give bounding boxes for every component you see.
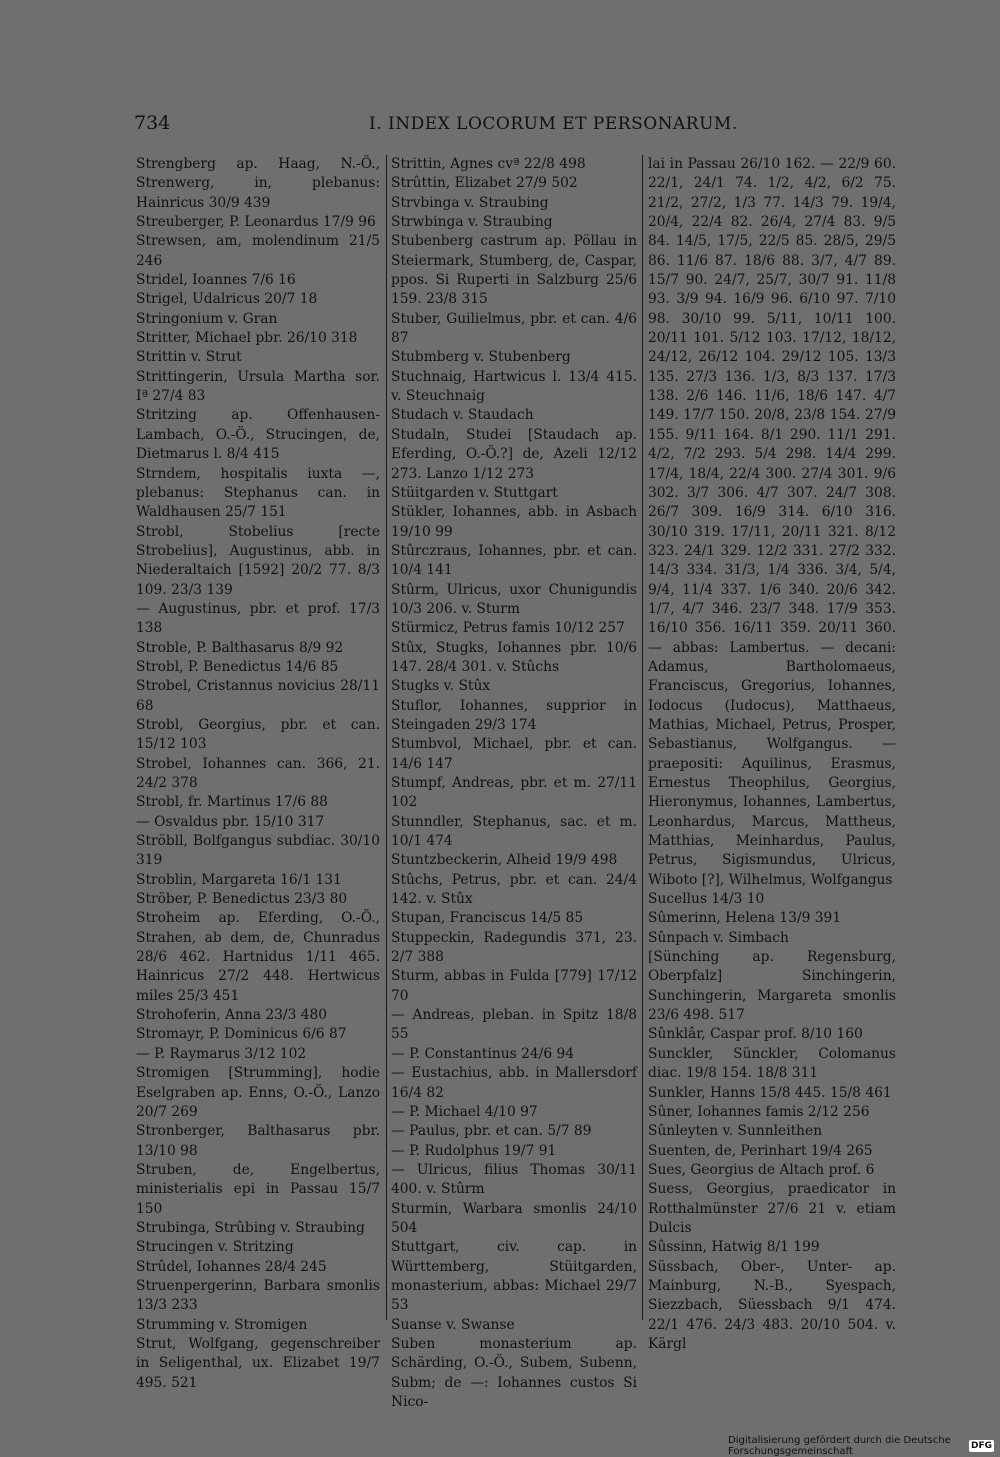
index-entry: Strobel, Iohannes can. 366, 21. 24/2 378 (136, 755, 380, 791)
index-entry: Stromayr, P. Dominicus 6/6 87 (136, 1026, 347, 1043)
index-entry: Stûrm, Ulricus, uxor Chunigundis 10/3 206. v. Sturm (391, 581, 637, 617)
index-entry: Stüitgarden v. Stuttgart (391, 484, 558, 501)
index-entry: Stunndler, Stephanus, sac. et m. 10/1 474 (391, 813, 637, 850)
index-entry: Stroble, P. Balthasarus 8/9 92 (136, 639, 344, 656)
index-entry: Strohoferin, Anna 23/3 480 (136, 1007, 328, 1024)
index-entry: Studach v. Staudach (391, 407, 534, 424)
index-entry: Stridel, Ioannes 7/6 16 (136, 272, 296, 289)
index-entry: Strobl, P. Benedictus 14/6 85 (136, 658, 339, 675)
index-entry: — Ulricus, filius Thomas 30/11 400. v. Stûrm (391, 1161, 637, 1198)
index-entry: Streuberger, P. Leonardus 17/9 96 (136, 214, 376, 231)
index-entry: — P. Rudolphus 19/7 91 (391, 1142, 557, 1159)
index-entry: Strobel, Cristannus novicius 28/11 68 (136, 678, 380, 714)
index-entry: Stubmberg v. Stubenberg (391, 349, 571, 366)
index-entry: Strwbinga v. Straubing (391, 214, 553, 231)
index-entry: Stuntzbeckerin, Alheid 19/9 498 (391, 852, 618, 869)
index-entry: Strndem, hospitalis iuxta —, plebanus: Stephanus can. in Waldhausen 25/7 151 (136, 465, 380, 521)
index-entry: Strengberg ap. Haag, N.-Ö., Strenwerg, in, plebanus: Hainricus 30/9 439 (136, 156, 380, 211)
index-entry: Strittin v. Strut (136, 349, 242, 366)
page-number: 734 (134, 112, 171, 134)
index-entry: Stugks v. Stûx (391, 678, 491, 695)
index-entry: Stûrczraus, Iohannes, pbr. et can. 10/4 141 (391, 542, 637, 579)
index-entry: Strigel, Udalricus 20/7 18 (136, 291, 318, 308)
index-entry: — Andreas, pleban. in Spitz 18/8 55 (391, 1007, 637, 1043)
index-entry: Stromigen [Strumming], hodie Eselgraben ap. Enns, O.-Ö., Lanzo 20/7 269 (136, 1065, 380, 1120)
index-entry: Sûssinn, Hatwig 8/1 199 (648, 1239, 820, 1256)
index-entry: Strobl, fr. Martinus 17/6 88 (136, 794, 328, 811)
column-divider (386, 155, 387, 1320)
index-entry: Suenten, de, Perinhart 19/4 265 (648, 1142, 873, 1159)
index-entry: Studaln, Studei [Staudach ap. Eferding, O.-Ö.?] de, Azeli 12/12 273. Lanzo 1/12 273 (391, 426, 637, 482)
index-entry: Strittin, Agnes cvª 22/8 498 (391, 156, 586, 172)
index-entry: Stûchs, Petrus, pbr. et can. 24/4 142. v. Stûx (391, 871, 637, 908)
index-entry: [Sünching ap. Regensburg, Oberpfalz] Sinchingerin, Sunchingerin, Margareta smonlis 23/6 498. 517 (648, 949, 896, 1024)
index-entry: Sturmin, Warbara smonlis 24/10 504 (391, 1200, 637, 1236)
index-entry: Stroblin, Margareta 16/1 131 (136, 871, 342, 888)
index-entry: Strittingerin, Ursula Martha sor. Iª 27/4 83 (136, 368, 380, 405)
index-entry: Strobl, Stobelius [recte Strobelius], Augustinus, abb. in Niederaltaich [1592] 20/2 77. 8/3 109. 23/3 139 (136, 523, 380, 598)
column-divider (642, 155, 643, 1320)
index-entry: Strûdel, Iohannes 28/4 245 (136, 1258, 327, 1275)
index-column-1 (136, 155, 380, 1393)
index-entry: lai in Passau 26/10 162. — 22/9 60. 22/1, 24/1 74. 1/2, 4/2, 6/2 75. 21/2, 27/2, 1/3 77. 14/3 79. 19/4, 20/4, 22/4 82. 26/4, 27/4 83. 9/5 84. 14/5, 17/5, 22/5 85. 28/5, 29/5 86. 11/6 87. 18/6 88. 3/7, 4/7 89. 15/7 90. 24/7, 25/7, 30/7 91. 11/8 93. 3/9 94. 16/9 96. 6/10 97. 7/10 98. 30/10 99. 5/11, 10/11 100. 20/11 101. 5/12 103. 17/12, 18/12, 24/12, 26/12 104. 29/12 105. 13/3 135. 27/3 136. 1/3, 8/3 137. 17/3 138. 2/6 146. 11/6, 18/6 147. 4/7 149. 17/7 150. 20/8, 23/8 154. 27/9 155. 9/11 164. 8/1 290. 11/1 291. 4/2, 7/2 293. 5/4 298. 14/4 299. 17/4, 18/4, 22/4 300. 27/4 301. 9/6 302. 3/7 306. 4/7 307. 24/7 308. 26/7 309. 16/9 314. 6/10 316. 30/10 319. 17/11, 20/11 321. 8/12 323. 24/1 329. 12/2 331. 27/2 332. 14/3 334. 31/3, 1/4 336. 3/4, 5/4, 9/4, 11/4 337. 1/6 340. 20/6 342. 1/7, 4/7 346. 23/7 348. 17/9 353. 16/10 356. 16/11 359. 20/11 360. — abbas: Lambertus. — decani: Adamus, Bartholomaeus, Franciscus, Gregorius, Iohannes, Iodocus (Iudocus), Matthaeus, Mathias, Michael, Petrus, Prosper, Sebastianus, Wolfgangus. — praepositi: Aquilinus, Erasmus, Ernestus Theophilus, Georgius, Hieronymus, Iohannes, Lambertus, Leonhardus, Marcus, Mattheus, Matthias, Meinhardus, Paulus, Petrus, Sigismundus, Ulricus, Wiboto [?], Wilhelmus, Wolfgangus (648, 156, 896, 888)
index-entry: Stubenberg castrum ap. Pöllau in Steiermark, Stumberg, de, Caspar, ppos. Si Ruperti in Salzburg 25/6 159. 23/8 315 (391, 233, 637, 308)
index-entry: Ströbll, Bolfgangus subdiac. 30/10 319 (136, 833, 380, 869)
index-entry: Struenpergerinn, Barbara smonlis 13/3 233 (136, 1277, 380, 1314)
index-entry: — P. Michael 4/10 97 (391, 1103, 538, 1120)
index-entry: Sûner, Iohannes famis 2/12 256 (648, 1103, 870, 1120)
index-entry: Strut, Wolfgang, gegenschreiber in Seligenthal, ux. Elizabet 19/7 495. 521 (136, 1335, 380, 1391)
index-entry: Stükler, Iohannes, abb. in Asbach 19/10 99 (391, 504, 637, 540)
index-entry: Sûnklâr, Caspar prof. 8/10 160 (648, 1026, 863, 1043)
index-entry: Sues, Georgius de Altach prof. 6 (648, 1161, 875, 1178)
index-entry: Sûnpach v. Simbach (648, 929, 789, 946)
index-column-2 (391, 155, 637, 1412)
index-entry: Strûttin, Elizabet 27/9 502 (391, 175, 578, 192)
footer-text: Digitalisierung gefördert durch die Deutsche Forschungsgemeinschaft (728, 1435, 951, 1457)
index-entry: — Augustinus, pbr. et prof. 17/3 138 (136, 600, 380, 637)
index-entry: Stuttgart, civ. cap. in Württemberg, Stüitgarden, monasterium, abbas: Michael 29/7 53 (391, 1239, 637, 1314)
index-entry: Stuppeckin, Radegundis 371, 23. 2/7 388 (391, 929, 637, 966)
index-entry: Strewsen, am, molendinum 21/5 246 (136, 233, 380, 269)
index-entry: Sûmerinn, Helena 13/9 391 (648, 910, 842, 927)
index-entry: Strubinga, Strûbing v. Straubing (136, 1219, 365, 1236)
index-entry: — Osvaldus pbr. 15/10 317 (136, 813, 325, 830)
running-title: I. INDEX LOCORUM ET PERSONARUM. (369, 114, 738, 134)
index-entry: — P. Raymarus 3/12 102 (136, 1045, 307, 1062)
index-entry: Suess, Georgius, praedicator in Rotthalmünster 27/6 21 v. etiam Dulcis (648, 1181, 896, 1236)
index-entry: Süssbach, Ober-, Unter- ap. Mainburg, N.-B., Syespach, Siezzbach, Süessbach 9/1 474. 22/1 476. 24/3 483. 20/10 504. v. Kärgl (648, 1258, 896, 1352)
index-entry: Stupan, Franciscus 14/5 85 (391, 910, 584, 927)
index-entry: Stûx, Stugks, Iohannes pbr. 10/6 147. 28/4 301. v. Stûchs (391, 639, 637, 675)
index-entry: Stritter, Michael pbr. 26/10 318 (136, 330, 358, 347)
index-entry: Suanse v. Swanse (391, 1316, 515, 1333)
index-entry: Sûnleyten v. Sunnleithen (648, 1123, 823, 1140)
index-entry: Stroheim ap. Eferding, O.-Ö., Strahen, ab dem, de, Chunradus 28/6 462. Hartnidus 1/11 465. Hainricus 27/2 448. Hertwicus miles 25/3 451 (136, 910, 380, 1004)
index-entry: Stringonium v. Gran (136, 310, 278, 327)
index-entry: Stritzing ap. Offenhausen-Lambach, O.-Ö., Strucingen, de, Dietmarus l. 8/4 415 (136, 407, 380, 463)
digitization-footer (728, 1435, 994, 1457)
index-entry: Sturm, abbas in Fulda [779] 17/12 70 (391, 968, 637, 1004)
index-entry: Strobl, Georgius, pbr. et can. 15/12 103 (136, 716, 380, 753)
index-entry: Strvbinga v. Straubing (391, 194, 549, 211)
index-entry: Stuchnaig, Hartwicus l. 13/4 415. v. Steuchnaig (391, 368, 637, 405)
index-entry: Stuflor, Iohannes, supprior in Steingaden 29/3 174 (391, 697, 637, 733)
index-entry: Stürmicz, Petrus famis 10/12 257 (391, 620, 625, 637)
index-entry: Strumming v. Stromigen (136, 1316, 308, 1333)
index-entry: — Eustachius, abb. in Mallersdorf 16/4 82 (391, 1065, 637, 1101)
index-entry: Sucellus 14/3 10 (648, 891, 765, 908)
index-entry: Sunkler, Hanns 15/8 445. 15/8 461 (648, 1084, 892, 1101)
index-entry: Stuber, Guilielmus, pbr. et can. 4/6 87 (391, 310, 637, 347)
index-entry: Struben, de, Engelbertus, ministerialis epi in Passau 15/7 150 (136, 1161, 380, 1217)
index-entry: Suben monasterium ap. Schärding, O.-Ö., Subem, Subenn, Subm; de —: Iohannes custos Si Nico- (391, 1335, 637, 1410)
dfg-logo-icon: DFG (970, 1441, 992, 1451)
index-entry: — P. Constantinus 24/6 94 (391, 1045, 575, 1062)
index-entry: Strucingen v. Stritzing (136, 1239, 294, 1256)
index-entry: Stumpf, Andreas, pbr. et m. 27/11 102 (391, 775, 637, 811)
page-header (134, 112, 894, 142)
index-entry: Stronberger, Balthasarus pbr. 13/10 98 (136, 1123, 380, 1159)
index-entry: Sunckler, Sünckler, Colomanus diac. 19/8 154. 18/8 311 (648, 1045, 896, 1082)
index-column-3 (648, 155, 896, 1354)
index-entry: Ströber, P. Benedictus 23/3 80 (136, 891, 348, 908)
index-entry: Stumbvol, Michael, pbr. et can. 14/6 147 (391, 736, 637, 772)
index-entry: — Paulus, pbr. et can. 5/7 89 (391, 1123, 592, 1140)
